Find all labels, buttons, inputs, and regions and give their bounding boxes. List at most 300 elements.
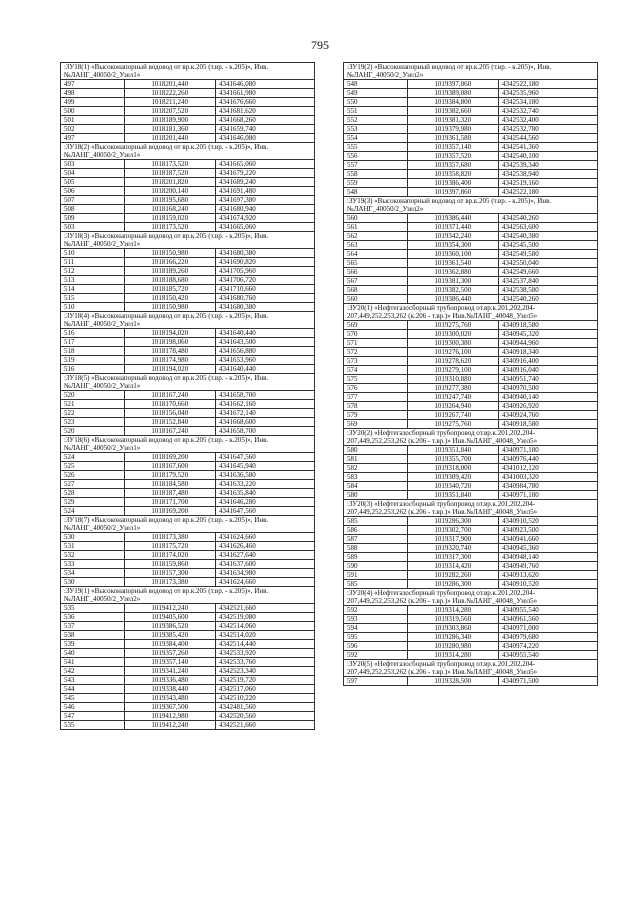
coordinate-row <box>61 613 315 622</box>
point-number: 497 <box>61 134 125 143</box>
x-coordinate: 1019357,140 <box>407 143 498 152</box>
y-coordinate: 4342534,180 <box>498 98 597 107</box>
x-coordinate: 1019397,860 <box>407 80 498 89</box>
x-coordinate: 1018188,680 <box>124 276 215 285</box>
y-coordinate: 4340955,540 <box>498 606 597 615</box>
parcel-header-row <box>61 63 315 80</box>
x-coordinate: 1019317,300 <box>407 553 498 562</box>
point-number: 548 <box>344 80 408 89</box>
point-number: 575 <box>344 375 408 384</box>
x-coordinate: 1018201,440 <box>124 134 215 143</box>
y-coordinate: 4342522,180 <box>498 80 597 89</box>
x-coordinate: 1018157,300 <box>124 569 215 578</box>
y-coordinate: 4342540,260 <box>498 295 597 304</box>
coordinate-row <box>344 411 598 420</box>
y-coordinate: 4342521,660 <box>215 604 314 613</box>
coordinate-row <box>344 250 598 259</box>
point-number: 594 <box>344 624 408 633</box>
parcel-header-row <box>61 587 315 604</box>
y-coordinate: 4341690,820 <box>215 258 314 267</box>
point-number: 586 <box>344 526 408 535</box>
point-number: 573 <box>344 357 408 366</box>
coordinate-row <box>344 491 598 500</box>
point-number: 540 <box>61 649 125 658</box>
y-coordinate: 4340918,580 <box>498 321 597 330</box>
y-coordinate: 4341646,080 <box>215 80 314 89</box>
y-coordinate: 4341647,560 <box>215 507 314 516</box>
coordinate-row <box>344 384 598 393</box>
coordinate-row <box>61 205 315 214</box>
y-coordinate: 4342519,720 <box>215 676 314 685</box>
x-coordinate: 1019247,740 <box>407 393 498 402</box>
coordinate-row <box>61 685 315 694</box>
point-number: 534 <box>61 569 125 578</box>
coordinate-row <box>61 418 315 427</box>
x-coordinate: 1019412,240 <box>124 604 215 613</box>
coordinate-row <box>61 329 315 338</box>
y-coordinate: 4341658,700 <box>215 391 314 400</box>
parcel-header-row <box>61 232 315 249</box>
point-number: 519 <box>61 356 125 365</box>
point-number: 556 <box>344 152 408 161</box>
y-coordinate: 4341665,060 <box>215 160 314 169</box>
y-coordinate: 4342532,780 <box>498 125 597 134</box>
coordinate-row <box>344 232 598 241</box>
y-coordinate: 4340974,220 <box>498 642 597 651</box>
y-coordinate: 4341668,600 <box>215 418 314 427</box>
coordinate-row <box>344 615 598 624</box>
coordinate-row <box>61 694 315 703</box>
x-coordinate: 1018189,260 <box>124 267 215 276</box>
coordinate-row <box>344 286 598 295</box>
point-number: 514 <box>61 285 125 294</box>
x-coordinate: 1018150,980 <box>124 249 215 258</box>
x-coordinate: 1019358,820 <box>407 170 498 179</box>
coordinate-row <box>61 480 315 489</box>
coordinate-row <box>61 649 315 658</box>
parcel-header-row <box>344 589 598 606</box>
coordinate-row <box>344 464 598 473</box>
coordinate-row <box>61 107 315 116</box>
x-coordinate: 1019275,760 <box>407 420 498 429</box>
point-number: 513 <box>61 276 125 285</box>
y-coordinate: 4342544,560 <box>498 134 597 143</box>
y-coordinate: 4340971,500 <box>498 677 597 686</box>
point-number: 512 <box>61 267 125 276</box>
x-coordinate: 1019386,440 <box>407 295 498 304</box>
point-number: 580 <box>344 446 408 455</box>
x-coordinate: 1018150,980 <box>124 303 215 312</box>
x-coordinate: 1018198,060 <box>124 338 215 347</box>
y-coordinate: 4340944,960 <box>498 339 597 348</box>
point-number: 543 <box>61 676 125 685</box>
coordinate-row <box>344 348 598 357</box>
point-number: 520 <box>61 391 125 400</box>
y-coordinate: 4340923,500 <box>498 526 597 535</box>
x-coordinate: 1019303,860 <box>407 624 498 633</box>
coordinate-row <box>344 526 598 535</box>
coordinate-row <box>344 517 598 526</box>
coordinate-row <box>61 427 315 436</box>
x-coordinate: 1019351,840 <box>407 446 498 455</box>
coordinate-row <box>344 482 598 491</box>
y-coordinate: 4341672,140 <box>215 409 314 418</box>
x-coordinate: 1018181,360 <box>124 125 215 134</box>
coordinate-row <box>61 267 315 276</box>
y-coordinate: 4342550,040 <box>498 259 597 268</box>
x-coordinate: 1019286,340 <box>407 633 498 642</box>
point-number: 592 <box>344 606 408 615</box>
y-coordinate: 4341624,660 <box>215 578 314 587</box>
coordinate-row <box>344 98 598 107</box>
y-coordinate: 4340918,580 <box>498 420 597 429</box>
point-number: 515 <box>61 294 125 303</box>
parcel-header-row <box>344 63 598 80</box>
point-number: 532 <box>61 551 125 560</box>
x-coordinate: 1019412,240 <box>124 721 215 730</box>
point-number: 585 <box>344 517 408 526</box>
y-coordinate: 4342532,740 <box>498 107 597 116</box>
right-table-body <box>344 63 598 686</box>
x-coordinate: 1018159,020 <box>124 214 215 223</box>
y-coordinate: 4341637,600 <box>215 560 314 569</box>
point-number: 597 <box>344 677 408 686</box>
point-number: 561 <box>344 223 408 232</box>
y-coordinate: 4340976,440 <box>498 455 597 464</box>
point-number: 582 <box>344 464 408 473</box>
x-coordinate: 1019382,660 <box>407 107 498 116</box>
x-coordinate: 1019371,440 <box>407 223 498 232</box>
coordinate-row <box>344 161 598 170</box>
point-number: 583 <box>344 473 408 482</box>
coordinate-row <box>344 277 598 286</box>
coordinate-row <box>344 420 598 429</box>
point-number: 580 <box>344 491 408 500</box>
point-number: 503 <box>61 223 125 232</box>
point-number: 584 <box>344 482 408 491</box>
point-number: 528 <box>61 489 125 498</box>
x-coordinate: 1019338,440 <box>124 685 215 694</box>
parcel-header: :ЗУ18(5) «Высоконапорный водовод от вр.к.205 (т.вр. - к.205)», Инв. №ЛАНГ_40050/2_Узел1» <box>61 374 315 391</box>
x-coordinate: 1018195,680 <box>124 196 215 205</box>
y-coordinate: 4342519,080 <box>215 613 314 622</box>
point-number: 558 <box>344 170 408 179</box>
x-coordinate: 1019286,300 <box>407 580 498 589</box>
coordinate-row <box>61 196 315 205</box>
parcel-header-row <box>344 197 598 214</box>
x-coordinate: 1018159,860 <box>124 560 215 569</box>
point-number: 546 <box>61 703 125 712</box>
point-number: 559 <box>344 179 408 188</box>
x-coordinate: 1019384,800 <box>407 98 498 107</box>
x-coordinate: 1018187,480 <box>124 489 215 498</box>
coordinate-row <box>61 258 315 267</box>
coordinate-row <box>61 542 315 551</box>
point-number: 526 <box>61 471 125 480</box>
point-number: 535 <box>61 604 125 613</box>
point-number: 510 <box>61 303 125 312</box>
coordinate-row <box>344 89 598 98</box>
coordinate-row <box>344 571 598 580</box>
y-coordinate: 4340941,660 <box>498 535 597 544</box>
x-coordinate: 1019382,500 <box>407 286 498 295</box>
point-number: 567 <box>344 277 408 286</box>
y-coordinate: 4341640,440 <box>215 365 314 374</box>
point-number: 507 <box>61 196 125 205</box>
point-number: 596 <box>344 642 408 651</box>
coordinate-row <box>344 535 598 544</box>
parcel-header-row <box>344 500 598 517</box>
y-coordinate: 4341633,220 <box>215 480 314 489</box>
y-coordinate: 4341645,940 <box>215 462 314 471</box>
point-number: 557 <box>344 161 408 170</box>
y-coordinate: 4342539,340 <box>498 161 597 170</box>
y-coordinate: 4340918,340 <box>498 348 597 357</box>
coordinate-row <box>61 98 315 107</box>
coordinate-row <box>344 677 598 686</box>
parcel-header: :ЗУ19(3) «Высоконапорный водовод от вр.к.205 (т.вр. - к.205)», Инв. №ЛАНГ_40050/2_Узел2» <box>344 197 598 214</box>
x-coordinate: 1018156,040 <box>124 409 215 418</box>
parcel-header: :ЗУ18(7) «Высоконапорный водовод от вр.к.205 (т.вр. - к.205)», Инв. №ЛАНГ_40050/2_Узел1» <box>61 516 315 533</box>
coordinate-row <box>61 578 315 587</box>
point-number: 501 <box>61 116 125 125</box>
y-coordinate: 4341635,840 <box>215 489 314 498</box>
y-coordinate: 4340926,920 <box>498 402 597 411</box>
point-number: 545 <box>61 694 125 703</box>
coordinate-row <box>61 721 315 730</box>
parcel-header: :ЗУ18(1) «Высоконапорный водовод от вр.к.205 (т.вр. - к.205)», Инв. №ЛАНГ_40050/2_Узел1» <box>61 63 315 80</box>
parcel-header: :ЗУ20(1) «Нефтегазосборный трубопровод от.вр.к.201,202,204-207,449,252,253,262 (к.206 - т.вр.)» Инв.№ЛАНГ_40048_Узел5» <box>344 304 598 321</box>
coordinate-row <box>61 471 315 480</box>
point-number: 524 <box>61 507 125 516</box>
x-coordinate: 1019357,260 <box>124 649 215 658</box>
y-coordinate: 4342481,560 <box>215 703 314 712</box>
x-coordinate: 1019384,400 <box>124 640 215 649</box>
y-coordinate: 4341643,500 <box>215 338 314 347</box>
coordinate-row <box>344 295 598 304</box>
parcel-header-row <box>61 436 315 453</box>
x-coordinate: 1019397,860 <box>407 188 498 197</box>
coordinate-row <box>61 640 315 649</box>
point-number: 581 <box>344 455 408 464</box>
y-coordinate: 4341706,720 <box>215 276 314 285</box>
y-coordinate: 4340910,520 <box>498 580 597 589</box>
coordinate-row <box>61 187 315 196</box>
x-coordinate: 1018173,520 <box>124 160 215 169</box>
coordinate-row <box>344 402 598 411</box>
y-coordinate: 4342533,920 <box>215 649 314 658</box>
y-coordinate: 4340940,140 <box>498 393 597 402</box>
point-number: 530 <box>61 578 125 587</box>
y-coordinate: 4340984,780 <box>498 482 597 491</box>
point-number: 566 <box>344 268 408 277</box>
x-coordinate: 1019276,100 <box>407 348 498 357</box>
x-coordinate: 1019357,680 <box>407 161 498 170</box>
x-coordinate: 1018167,240 <box>124 391 215 400</box>
y-coordinate: 4341012,120 <box>498 464 597 473</box>
x-coordinate: 1018168,240 <box>124 205 215 214</box>
y-coordinate: 4342532,400 <box>498 116 597 125</box>
y-coordinate: 4340910,520 <box>498 517 597 526</box>
x-coordinate: 1019328,500 <box>407 677 498 686</box>
coordinate-row <box>344 241 598 250</box>
parcel-header-row <box>61 516 315 533</box>
coordinate-row <box>61 125 315 134</box>
coordinate-row <box>61 507 315 516</box>
y-coordinate: 4341691,480 <box>215 187 314 196</box>
y-coordinate: 4341680,380 <box>215 303 314 312</box>
y-coordinate: 4341647,560 <box>215 453 314 462</box>
coordinate-row <box>61 347 315 356</box>
y-coordinate: 4341634,980 <box>215 569 314 578</box>
point-number: 587 <box>344 535 408 544</box>
parcel-header-row <box>61 374 315 391</box>
parcel-header: :ЗУ19(2) «Высоконапорный водовод от вр.к.205 (т.вр. - к.205)», Инв. №ЛАНГ_40050/2_Узел2» <box>344 63 598 80</box>
point-number: 502 <box>61 125 125 134</box>
point-number: 508 <box>61 205 125 214</box>
y-coordinate: 4341676,660 <box>215 98 314 107</box>
point-number: 589 <box>344 553 408 562</box>
y-coordinate: 4342514,440 <box>215 640 314 649</box>
point-number: 506 <box>61 187 125 196</box>
y-coordinate: 4342521,660 <box>215 721 314 730</box>
x-coordinate: 1018207,520 <box>124 107 215 116</box>
x-coordinate: 1018175,720 <box>124 542 215 551</box>
x-coordinate: 1018171,700 <box>124 498 215 507</box>
point-number: 564 <box>344 250 408 259</box>
point-number: 516 <box>61 329 125 338</box>
coordinate-row <box>344 134 598 143</box>
x-coordinate: 1019342,240 <box>407 232 498 241</box>
y-coordinate: 4341680,940 <box>215 205 314 214</box>
coordinate-row <box>61 631 315 640</box>
coordinate-row <box>61 489 315 498</box>
coordinate-row <box>344 152 598 161</box>
y-coordinate: 4340945,320 <box>498 330 597 339</box>
coordinate-row <box>344 455 598 464</box>
coordinate-row <box>61 134 315 143</box>
page-number: 795 <box>311 38 329 52</box>
y-coordinate: 4341705,960 <box>215 267 314 276</box>
x-coordinate: 1019280,980 <box>407 642 498 651</box>
parcel-header-row <box>344 304 598 321</box>
point-number: 503 <box>61 160 125 169</box>
x-coordinate: 1019282,260 <box>407 571 498 580</box>
point-number: 524 <box>61 453 125 462</box>
y-coordinate: 4341668,260 <box>215 116 314 125</box>
point-number: 554 <box>344 134 408 143</box>
y-coordinate: 4340913,620 <box>498 571 597 580</box>
y-coordinate: 4341658,700 <box>215 427 314 436</box>
x-coordinate: 1019412,980 <box>124 712 215 721</box>
point-number: 499 <box>61 98 125 107</box>
x-coordinate: 1018167,600 <box>124 462 215 471</box>
point-number: 527 <box>61 480 125 489</box>
coordinate-row <box>344 188 598 197</box>
x-coordinate: 1019277,380 <box>407 384 498 393</box>
y-coordinate: 4342549,660 <box>498 268 597 277</box>
coordinate-row <box>61 712 315 721</box>
x-coordinate: 1019275,760 <box>407 321 498 330</box>
y-coordinate: 4340948,140 <box>498 553 597 562</box>
point-number: 525 <box>61 462 125 471</box>
coordinate-row <box>61 533 315 542</box>
y-coordinate: 4341627,640 <box>215 551 314 560</box>
point-number: 538 <box>61 631 125 640</box>
point-number: 539 <box>61 640 125 649</box>
x-coordinate: 1018167,240 <box>124 427 215 436</box>
point-number: 563 <box>344 241 408 250</box>
x-coordinate: 1019341,240 <box>124 667 215 676</box>
y-coordinate: 4341665,060 <box>215 223 314 232</box>
point-number: 552 <box>344 116 408 125</box>
coordinate-row <box>344 125 598 134</box>
x-coordinate: 1019300,380 <box>407 339 498 348</box>
point-number: 585 <box>344 580 408 589</box>
coordinate-row <box>344 259 598 268</box>
point-number: 571 <box>344 339 408 348</box>
coordinate-row <box>344 339 598 348</box>
point-number: 569 <box>344 321 408 330</box>
y-coordinate: 4340971,180 <box>498 491 597 500</box>
x-coordinate: 1018150,420 <box>124 294 215 303</box>
y-coordinate: 4342540,100 <box>498 152 597 161</box>
y-coordinate: 4341689,240 <box>215 178 314 187</box>
point-number: 578 <box>344 402 408 411</box>
parcel-header: :ЗУ18(6) «Высоконапорный водовод от вр.к.205 (т.вр. - к.205)», Инв. №ЛАНГ_40050/2_Узел1» <box>61 436 315 453</box>
coordinate-row <box>61 169 315 178</box>
coordinate-row <box>61 560 315 569</box>
x-coordinate: 1019351,840 <box>407 491 498 500</box>
x-coordinate: 1019362,880 <box>407 268 498 277</box>
coordinate-row <box>344 116 598 125</box>
y-coordinate: 4342540,380 <box>498 232 597 241</box>
point-number: 541 <box>61 658 125 667</box>
point-number: 497 <box>61 80 125 89</box>
parcel-header: :ЗУ18(2) «Высоконапорный водовод от вр.к.205 (т.вр. - к.205)», Инв. №ЛАНГ_40050/2_Узел1» <box>61 143 315 160</box>
point-number: 537 <box>61 622 125 631</box>
x-coordinate: 1018174,980 <box>124 356 215 365</box>
parcel-header: :ЗУ20(4) «Нефтегазосборный трубопровод от.вр.к.201,202,204-207,449,252,253,262 (к.206 - т.вр.)» Инв.№ЛАНГ_40048_Узел5» <box>344 589 598 606</box>
y-coordinate: 4342522,180 <box>498 188 597 197</box>
left-coordinates-table <box>60 62 315 730</box>
coordinate-row <box>344 268 598 277</box>
coordinate-row <box>61 569 315 578</box>
coordinate-row <box>61 391 315 400</box>
point-number: 498 <box>61 89 125 98</box>
x-coordinate: 1019340,720 <box>407 482 498 491</box>
coordinate-row <box>61 294 315 303</box>
x-coordinate: 1019381,300 <box>407 277 498 286</box>
y-coordinate: 4342545,500 <box>498 241 597 250</box>
coordinate-row <box>344 170 598 179</box>
point-number: 592 <box>344 651 408 660</box>
point-number: 576 <box>344 384 408 393</box>
point-number: 550 <box>344 98 408 107</box>
x-coordinate: 1018194,020 <box>124 365 215 374</box>
x-coordinate: 1018201,820 <box>124 178 215 187</box>
coordinate-row <box>61 223 315 232</box>
parcel-header-row <box>61 312 315 329</box>
point-number: 572 <box>344 348 408 357</box>
point-number: 555 <box>344 143 408 152</box>
x-coordinate: 1019279,100 <box>407 366 498 375</box>
y-coordinate: 4342535,960 <box>498 89 597 98</box>
point-number: 536 <box>61 613 125 622</box>
y-coordinate: 4342538,940 <box>498 170 597 179</box>
point-number: 560 <box>344 295 408 304</box>
coordinate-row <box>61 285 315 294</box>
